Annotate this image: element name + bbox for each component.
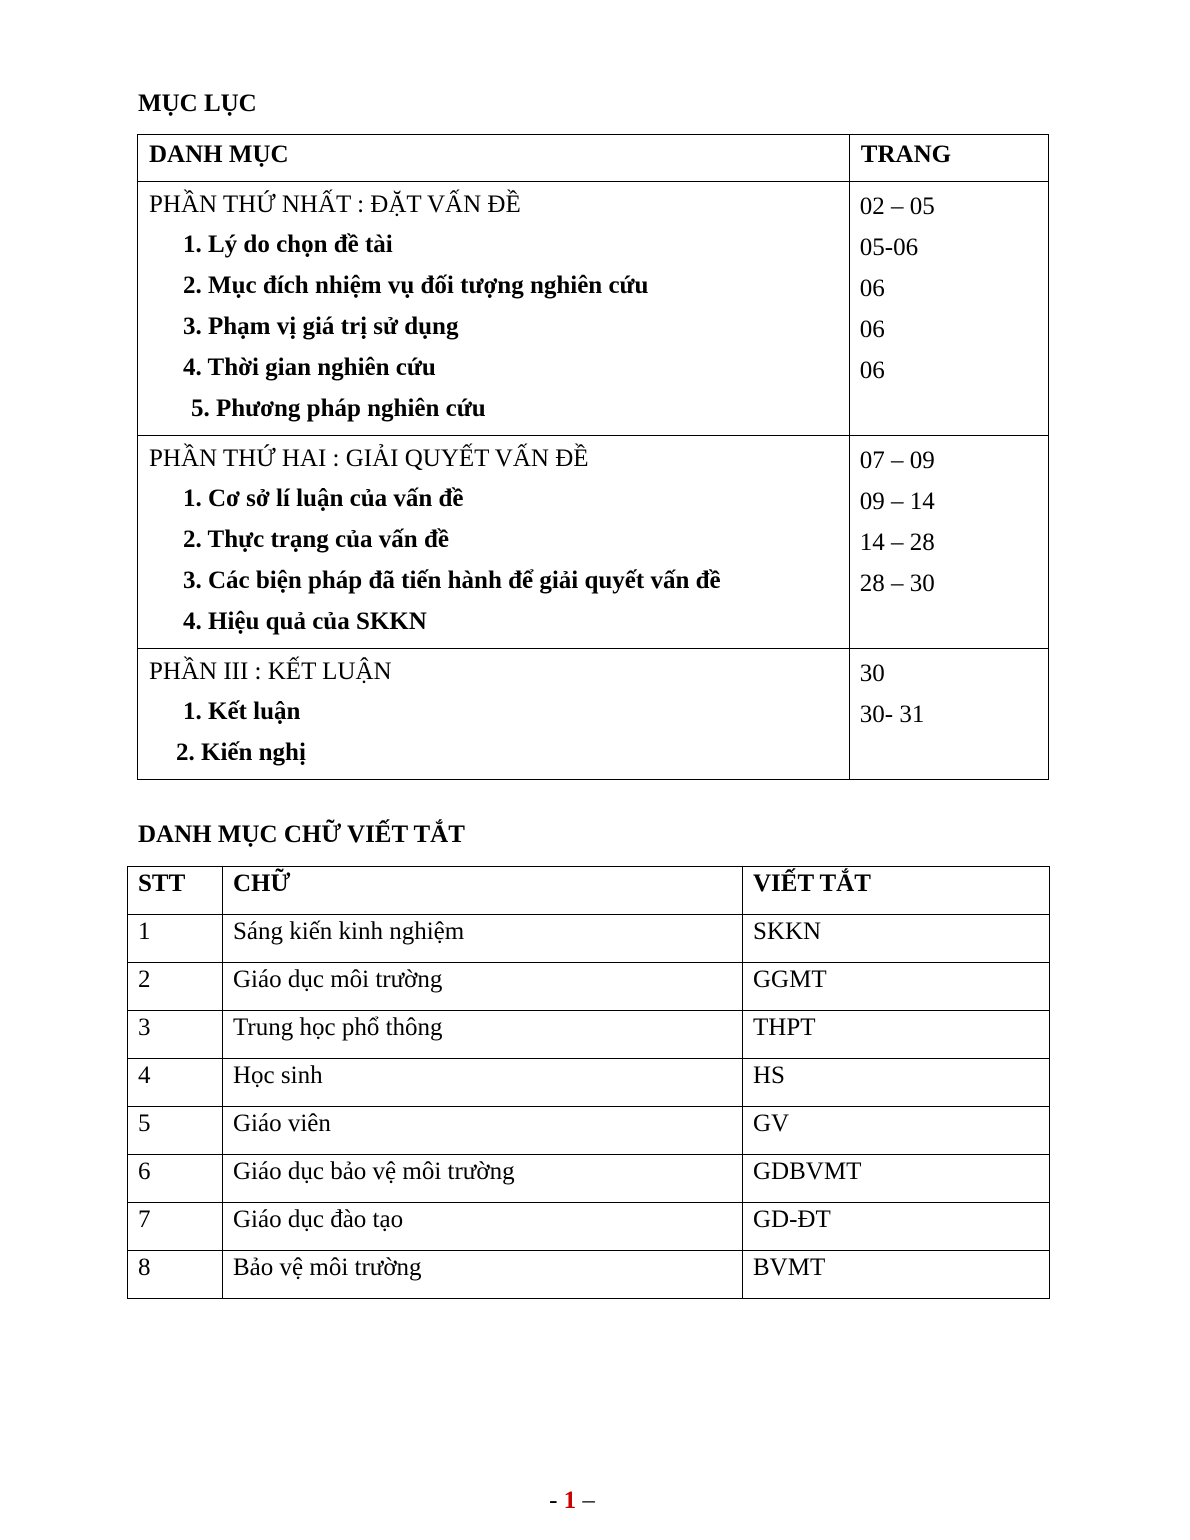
table-row bbox=[128, 1155, 1050, 1203]
toc-item: 1. Lý do chọn đề tài bbox=[183, 231, 393, 258]
abbreviations-table bbox=[127, 866, 1050, 1299]
abbr-code: SKKN bbox=[743, 915, 1050, 963]
toc-item: 2. Mục đích nhiệm vụ đối tượng nghiên cứu bbox=[183, 272, 649, 299]
abbr-header-word: CHỮ bbox=[223, 867, 743, 915]
toc-page: 28 – 30 bbox=[859, 570, 935, 597]
toc-page: 05-06 bbox=[859, 234, 919, 261]
toc-section-row bbox=[138, 649, 1049, 780]
toc-section-content bbox=[138, 436, 850, 649]
abbr-word: Giáo dục môi trường bbox=[223, 963, 743, 1011]
abbr-word: Giáo dục bảo vệ môi trường bbox=[223, 1155, 743, 1203]
toc-item: 3. Các biện pháp đã tiến hành để giải quyết vấn đề bbox=[183, 567, 721, 594]
toc-header-page: TRANG bbox=[849, 135, 1048, 182]
toc-item: 2. Kiến nghị bbox=[176, 739, 306, 766]
abbr-header-abbr: VIẾT TẮT bbox=[743, 867, 1050, 915]
abbr-stt: 4 bbox=[128, 1059, 223, 1107]
toc-table bbox=[137, 134, 1049, 780]
table-row bbox=[128, 1203, 1050, 1251]
toc-item: 1. Kết luận bbox=[183, 698, 301, 725]
abbr-stt: 8 bbox=[128, 1251, 223, 1299]
abbr-word: Bảo vệ môi trường bbox=[223, 1251, 743, 1299]
toc-section-row bbox=[138, 182, 1049, 436]
toc-item: 3. Phạm vị giá trị sử dụng bbox=[183, 313, 459, 340]
page-number-footer bbox=[0, 1486, 1144, 1516]
toc-page: 30 bbox=[859, 660, 885, 687]
toc-item: 4. Hiệu quả của SKKN bbox=[183, 608, 427, 635]
toc-section-pages bbox=[849, 649, 1048, 780]
toc-header-row bbox=[138, 135, 1049, 182]
abbr-stt: 2 bbox=[128, 963, 223, 1011]
toc-heading: MỤC LỤC bbox=[138, 90, 257, 117]
abbr-stt: 3 bbox=[128, 1011, 223, 1059]
toc-section-title: PHẦN III : KẾT LUẬN bbox=[149, 658, 392, 685]
abbr-header-row bbox=[128, 867, 1050, 915]
abbr-code: GGMT bbox=[743, 963, 1050, 1011]
abbreviations-heading: DANH MỤC CHỮ VIẾT TẮT bbox=[138, 821, 465, 848]
toc-header-category: DANH MỤC bbox=[138, 135, 850, 182]
page-number-suffix: – bbox=[576, 1487, 595, 1514]
abbr-word: Giáo viên bbox=[223, 1107, 743, 1155]
abbr-stt: 5 bbox=[128, 1107, 223, 1155]
abbr-word: Giáo dục đào tạo bbox=[223, 1203, 743, 1251]
table-row bbox=[128, 1059, 1050, 1107]
abbr-header-stt: STT bbox=[128, 867, 223, 915]
table-row bbox=[128, 1011, 1050, 1059]
page-number-prefix: - bbox=[549, 1487, 564, 1514]
toc-section-pages bbox=[849, 436, 1048, 649]
toc-page: 30- 31 bbox=[859, 701, 925, 728]
abbr-code: HS bbox=[743, 1059, 1050, 1107]
toc-page: 02 – 05 bbox=[859, 193, 935, 220]
abbr-word: Sáng kiến kinh nghiệm bbox=[223, 915, 743, 963]
table-row bbox=[128, 915, 1050, 963]
abbr-code: GDBVMT bbox=[743, 1155, 1050, 1203]
abbr-word: Học sinh bbox=[223, 1059, 743, 1107]
toc-section-pages bbox=[849, 182, 1048, 436]
toc-page: 06 bbox=[859, 357, 885, 384]
abbr-code: BVMT bbox=[743, 1251, 1050, 1299]
toc-item: 4. Thời gian nghiên cứu bbox=[183, 354, 436, 381]
toc-item: 2. Thực trạng của vấn đề bbox=[183, 526, 449, 553]
abbr-word: Trung học phổ thông bbox=[223, 1011, 743, 1059]
toc-page: 07 – 09 bbox=[859, 447, 935, 474]
abbr-stt: 6 bbox=[128, 1155, 223, 1203]
abbr-code: THPT bbox=[743, 1011, 1050, 1059]
toc-page: 14 – 28 bbox=[859, 529, 935, 556]
page-number: 1 bbox=[563, 1487, 577, 1514]
abbr-code: GV bbox=[743, 1107, 1050, 1155]
abbr-stt: 1 bbox=[128, 915, 223, 963]
toc-section-title: PHẦN THỨ HAI : GIẢI QUYẾT VẤN ĐỀ bbox=[149, 445, 589, 472]
toc-page: 06 bbox=[859, 275, 885, 302]
table-row bbox=[128, 1251, 1050, 1299]
toc-item: 1. Cơ sở lí luận của vấn đề bbox=[183, 485, 464, 512]
abbr-stt: 7 bbox=[128, 1203, 223, 1251]
table-row bbox=[128, 963, 1050, 1011]
toc-item: 5. Phương pháp nghiên cứu bbox=[191, 395, 486, 422]
table-row bbox=[128, 1107, 1050, 1155]
toc-page: 06 bbox=[859, 316, 885, 343]
toc-section-title: PHẦN THỨ NHẤT : ĐẶT VẤN ĐỀ bbox=[149, 191, 521, 218]
toc-section-content bbox=[138, 649, 850, 780]
abbr-code: GD-ĐT bbox=[743, 1203, 1050, 1251]
toc-page: 09 – 14 bbox=[859, 488, 935, 515]
toc-section-content bbox=[138, 182, 850, 436]
toc-section-row bbox=[138, 436, 1049, 649]
